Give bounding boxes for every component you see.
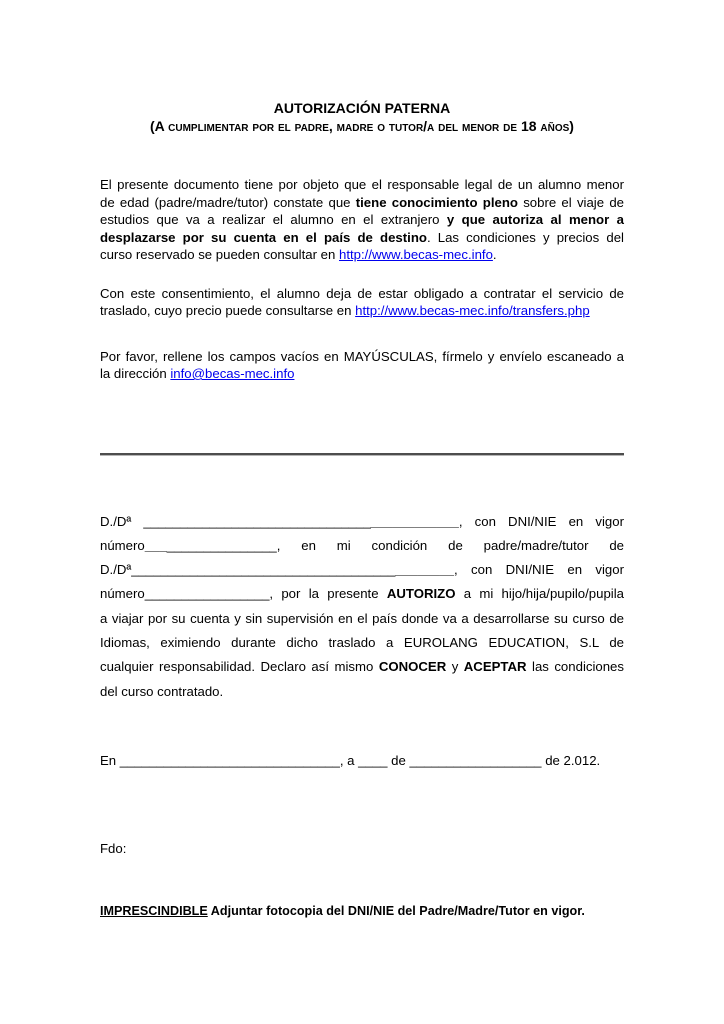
text-run: cualquier responsabilidad. Declaro así mismo [100,659,379,675]
text-run: AUTORIZO [386,586,456,602]
blank-city: ______________________________ [119,752,340,768]
text-line [100,534,624,558]
text-line [100,752,624,770]
text-run: El presente documento tiene por objeto que el responsable legal de un alumno menor [100,177,624,192]
text-run: , a [339,752,359,768]
authorization-paragraph [100,510,624,704]
text-run: de [387,752,410,768]
text-run: de 2.012. [541,752,601,768]
text-run: a mi hijo/hija/pupilo/pupila [455,586,624,602]
text-run: a viajar por su cuenta y sin supervisión en el país donde va a desarrollarse su curso de [100,610,624,626]
text-line [100,229,624,247]
doc-subtitle: (A cumplimentar por el padre, madre o tutor/a del menor de 18 años) [150,118,574,134]
text-run: D./Dª [100,562,132,578]
text-run: Adjuntar fotocopia del DNI/NIE del Padre/Madre/Tutor en vigor. [207,903,585,918]
text-run: traslado, cuyo precio puede consultarse en [100,303,356,318]
text-line [100,176,624,194]
text-run: la dirección [100,366,171,381]
section-divider [100,453,624,455]
footnote [100,903,624,921]
text-run: estudios que va a realizar el alumno en el extranjero [100,212,447,227]
text-run: las condiciones [526,659,624,675]
blank-child-name-2: ________ [395,562,454,578]
text-run: , por la presente [269,586,387,602]
text-line [100,680,624,704]
text-run: del curso contratado. [100,683,224,699]
text-run: En [100,752,120,768]
text-line [100,348,624,366]
text-run: tiene conocimiento pleno [355,194,518,210]
blank-parent-name-2: ____________ [370,513,459,529]
doc-title: AUTORIZACIÓN PATERNA [273,100,451,116]
text-run: de edad (padre/madre/tutor) constate que [100,194,356,210]
text-line [100,903,624,921]
consent-paragraph [100,285,624,320]
text-line [100,365,624,383]
text-line [100,194,624,212]
text-line [100,246,624,264]
text-run: número [100,586,145,602]
blank-parent-name: _______________________________ [143,513,371,529]
text-line [100,840,624,858]
intro-paragraph [100,176,624,264]
text-run: Fdo: [100,841,127,857]
blank-day: ____ [358,752,388,768]
text-line [100,558,624,582]
signature-label [100,840,624,858]
text-run: curso reservado se pueden consultar en [100,247,339,262]
text-line [100,510,624,534]
text-run: D./Dª [100,513,144,529]
blank-parent-dni: ___ [144,537,167,553]
date-line [100,752,624,770]
blank-month: __________________ [409,752,542,768]
text-run: . [492,247,497,262]
text-run: y [446,659,464,675]
text-run: Por favor, rellene los campos vacíos en MAYÚSCULAS, fírmelo y envíelo escaneado a [100,348,624,364]
text-line [100,631,624,655]
text-run: IMPRESCINDIBLE [100,903,208,918]
text-line [100,285,624,303]
blank-child-name: ____________________________________ [131,562,396,578]
text-run: . Las condiciones y precios del [426,229,624,245]
instructions-paragraph [100,348,624,383]
text-line [100,302,624,320]
text-run: número [100,537,145,553]
text-run: , en mi condición de padre/madre/tutor de [276,537,624,553]
text-run: , con DNI/NIE en vigor [454,562,624,578]
transfers-link[interactable]: http://www.becas-mec.info/transfers.php [355,303,590,318]
text-line [100,211,624,229]
text-run: y que autoriza al menor a [446,212,624,227]
text-run: Idiomas, eximiendo durante dicho traslado a EUROLANG EDUCATION, S.L de [100,634,624,650]
email-link[interactable]: info@becas-mec.info [170,366,295,381]
text-run: ACEPTAR [463,659,527,675]
text-run: desplazarse por su cuenta en el país de destino [100,229,427,245]
becas-mec-link[interactable]: http://www.becas-mec.info [339,247,493,262]
blank-child-dni: _________________ [144,586,270,602]
text-run: CONOCER [378,659,447,675]
text-line [100,655,624,679]
text-run: , con DNI/NIE en vigor [458,513,624,529]
text-line [100,607,624,631]
text-line [100,582,624,606]
text-run: sobre el viaje de [517,194,624,210]
blank-parent-dni-2: _______________ [166,537,277,553]
text-run: Con este consentimiento, el alumno deja de estar obligado a contratar el servicio de [100,285,624,301]
